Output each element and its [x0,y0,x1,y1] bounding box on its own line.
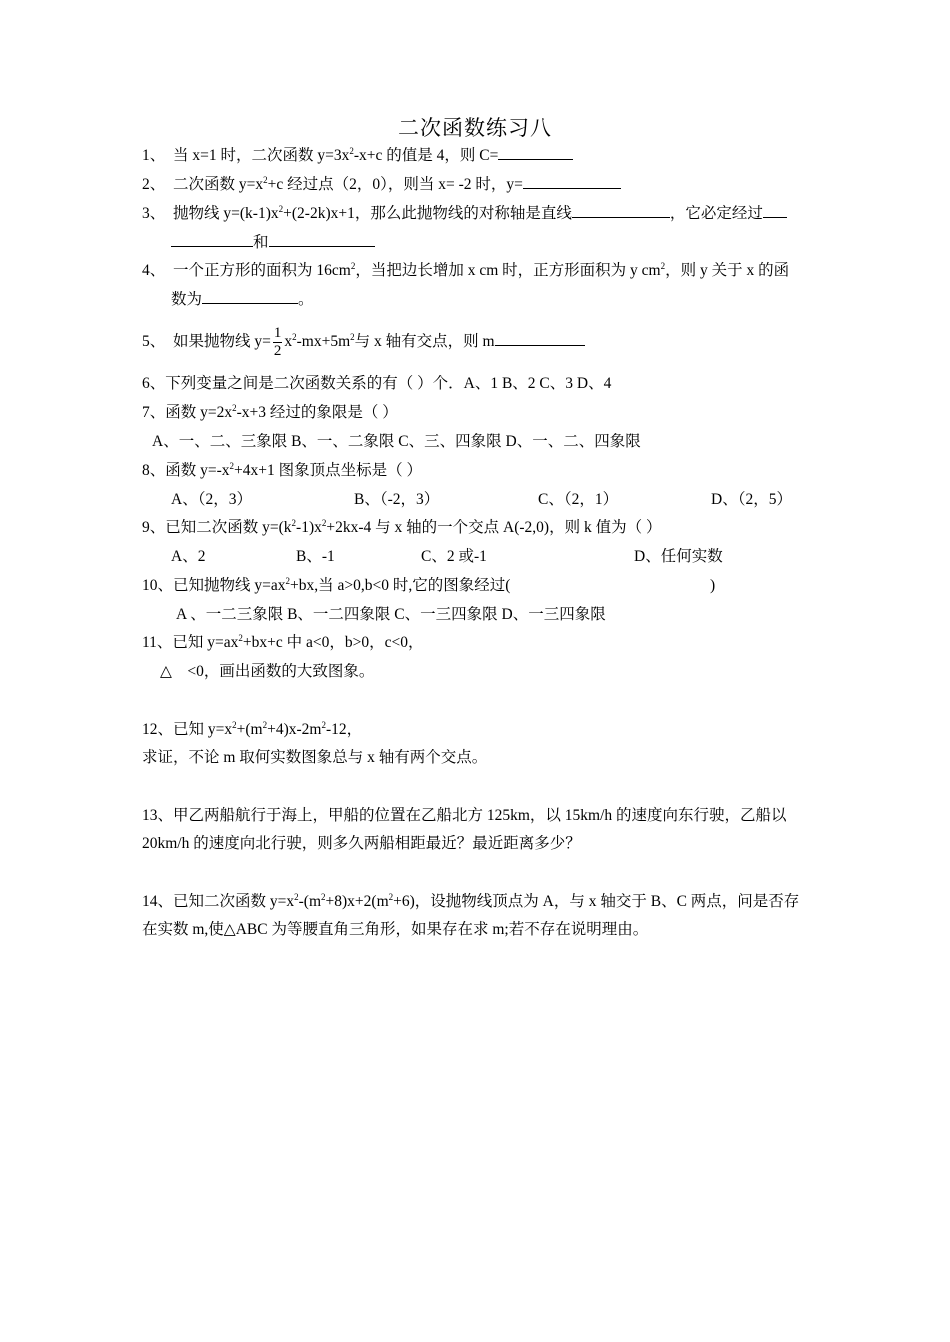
option-d: D、任何实数 [634,548,723,565]
question-12-continued: 求证，不论 m 取何实数图象总与 x 轴有两个交点。 [142,749,488,766]
question-4-continued: 数为 。 [171,291,314,308]
answer-blank[interactable] [763,203,787,218]
option-d: D、（2，5） [711,491,792,508]
question-6: 6、下列变量之间是二次函数关系的有（ ）个．A、1 B、2 C、3 D、4 [142,375,612,392]
question-13-continued: 20km/h 的速度向北行驶，则多久两船相距最近？最近距离多少？ [142,835,581,852]
question-3: 3、 抛物线 $y=(k-1)x^2+(2-2k)x+1$，那么此抛物线的对称轴是直线 ，它必定经过 [142,203,787,224]
question-2: 2、 二次函数 $y=x^2+c$ 经过点（2，0），则当 x= -2 时，y= [142,174,621,195]
option-a: A、2 [171,548,206,565]
option-b: B、（-2，3） [354,491,440,508]
page-title: 二次函数练习八 [398,116,552,140]
option-a: A、（2，3） [171,491,252,508]
question-5: 5、 如果抛物线 y= $\frac{1}{2}$ $x^2-mx+5m^2$与 x 轴有交点，则 m [142,318,585,366]
answer-blank[interactable] [171,232,253,247]
question-7: 7、函数 $y=2x^2-x+3$ 经过的象限是（ ） [142,403,398,421]
question-8: 8、函数 $y=-x^2+4x+1$ 图象顶点坐标是（ ） [142,461,423,479]
answer-blank[interactable] [202,289,298,304]
question-number: 3、 [142,205,166,222]
question-1: 1、 当 x=1 时，二次函数 $y=3x^2-x+c$ 的值是 4，则 C= [142,145,573,166]
delta-symbol: △ [160,663,172,680]
question-14-continued: 在实数 m,使△ABC 为等腰直角三角形，如果存在求 m;若不存在说明理由。 [142,921,649,938]
question-number: 2、 [142,176,166,193]
answer-blank[interactable] [523,174,621,189]
question-12: 12、已知 $y=x^2+(m^2+4)x-2m^2-12$， [142,720,363,738]
question-10-close-paren: ) [710,577,716,594]
question-14: 14、已知二次函数 $y=x^2-(m^2+8)x+2(m^2+6)$，设抛物线顶点为 A，与 x 轴交于 B、C 两点，问是否存 [142,892,800,910]
question-9: 9、已知二次函数 $y=(k^2-1)x^2+2kx-4$ 与 x 轴的一个交点 A(-2,0)，则 k 值为（ ） [142,518,662,536]
question-10: 10、已知抛物线 $y=ax^2+bx$,当 a>0,b<0 时,它的图象经过( [142,576,511,594]
option-c: C、2 或-1 [421,548,487,565]
question-number: 1、 [142,147,166,164]
answer-blank[interactable] [572,203,670,218]
question-3-continued: 和 [171,232,375,253]
question-11: 11、已知 $y=ax^2+bx+c$ 中 a<0，b>0，c<0， [142,633,424,651]
question-number: 5、 [142,333,166,350]
answer-blank[interactable] [495,331,585,346]
question-7-options: A、一、二、三象限 B、一、二象限 C、三、四象限 D、一、二、四象限 [152,433,641,450]
question-4: 4、 一个正方形的面积为 $16cm^2$，当把边长增加 x cm 时，正方形面积为 y $cm^2$，则 y 关于 x 的函 [142,261,790,279]
question-11-continued: △ <0，画出函数的大致图象。 [160,663,375,680]
option-b: B、-1 [296,548,335,565]
answer-blank[interactable] [498,145,573,160]
question-number: 4、 [142,262,166,279]
question-10-options: A 、一二三象限 B、一二四象限 C、一三四象限 D、一三四象限 [176,606,606,623]
fraction-one-half: $\frac{1}{2}$ [273,324,282,359]
answer-blank[interactable] [269,232,375,247]
option-c: C、（2，1） [538,491,619,508]
question-13: 13、甲乙两船航行于海上，甲船的位置在乙船北方 125km，以 15km/h 的速度向东行驶，乙船以 [142,807,787,824]
